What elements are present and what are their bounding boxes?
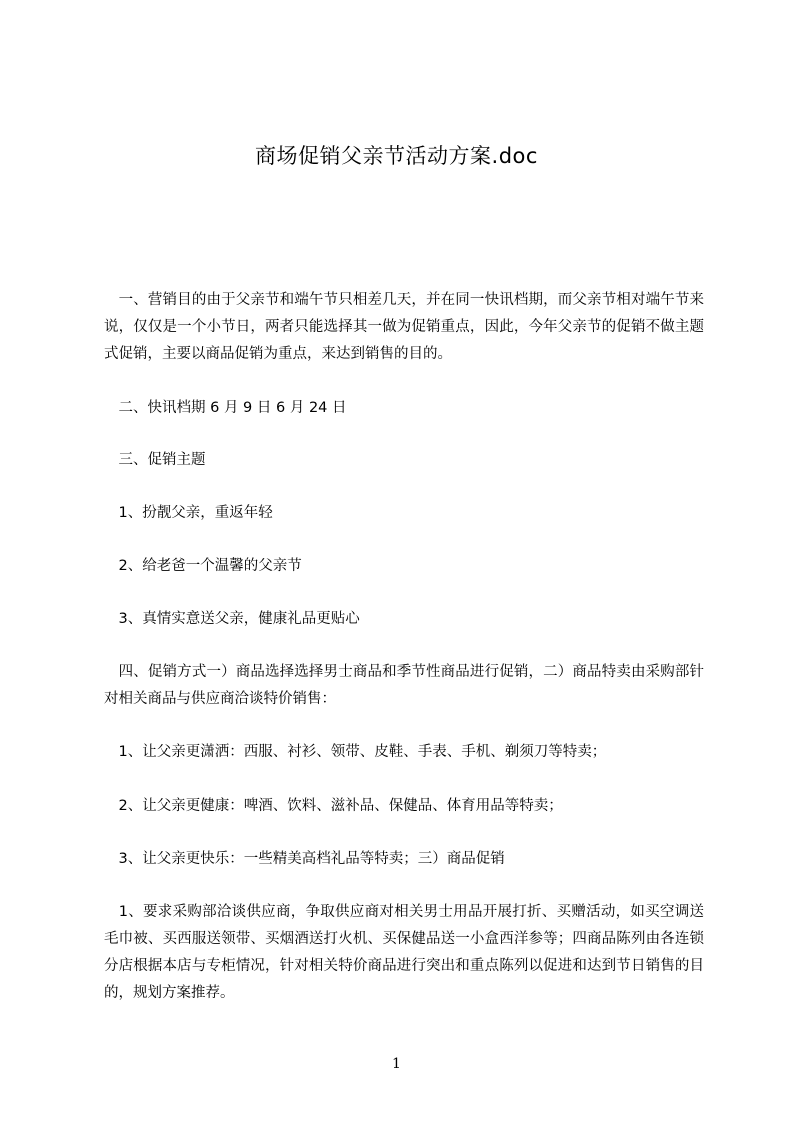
paragraph-theme-3: 3、真情实意送父亲，健康礼品更贴心 [104,611,360,627]
paragraph-theme-2: 2、给老爸一个温馨的父亲节 [104,558,302,574]
paragraph-marketing-purpose: 一、营销目的由于父亲节和端午节只相差几天，并在同一快讯档期，而父亲节相对端午节来说，仅仅是一个小节日，两者只能选择其一做为促销重点，因此，今年父亲节的促销不做主题式促销，主要以商品促销为重点，来达到销售的目的。 [104,292,704,362]
paragraph-supplier-negotiation: 1、要求采购部洽谈供应商，争取供应商对相关男士用品开展打折、买赠活动，如买空调送毛巾被、买西服送领带、买烟酒送打火机、买保健品送一小盒西洋参等；四商品陈列由各连锁分店根据本店与专柜情况，针对相关特价商品进行突出和重点陈列以促进和达到节日销售的目的，规划方案推荐。 [104,904,704,1001]
paragraph-method-3: 3、让父亲更快乐：一些精美高档礼品等特卖；三）商品促销 [104,851,505,867]
paragraph-theme-1: 1、扮靓父亲，重返年轻 [104,505,273,521]
paragraph-method-2: 2、让父亲更健康：啤酒、饮料、滋补品、保健品、体育用品等特卖； [104,798,563,814]
paragraph-promotion-theme: 三、促销主题 [104,452,206,468]
paragraph-promotion-method: 四、促销方式一）商品选择选择男士商品和季节性商品进行促销，二）商品特卖由采购部针对相关商品与供应商洽谈特价销售： [104,664,704,707]
page-number: 1 [392,1056,401,1072]
paragraph-method-1: 1、让父亲更潇洒：西服、衬衫、领带、皮鞋、手表、手机、剃须刀等特卖； [104,744,607,760]
paragraph-flyer-period: 二、快讯档期 6 月 9 日 6 月 24 日 [104,400,347,416]
document-title: 商场促销父亲节活动方案.doc [255,144,538,168]
